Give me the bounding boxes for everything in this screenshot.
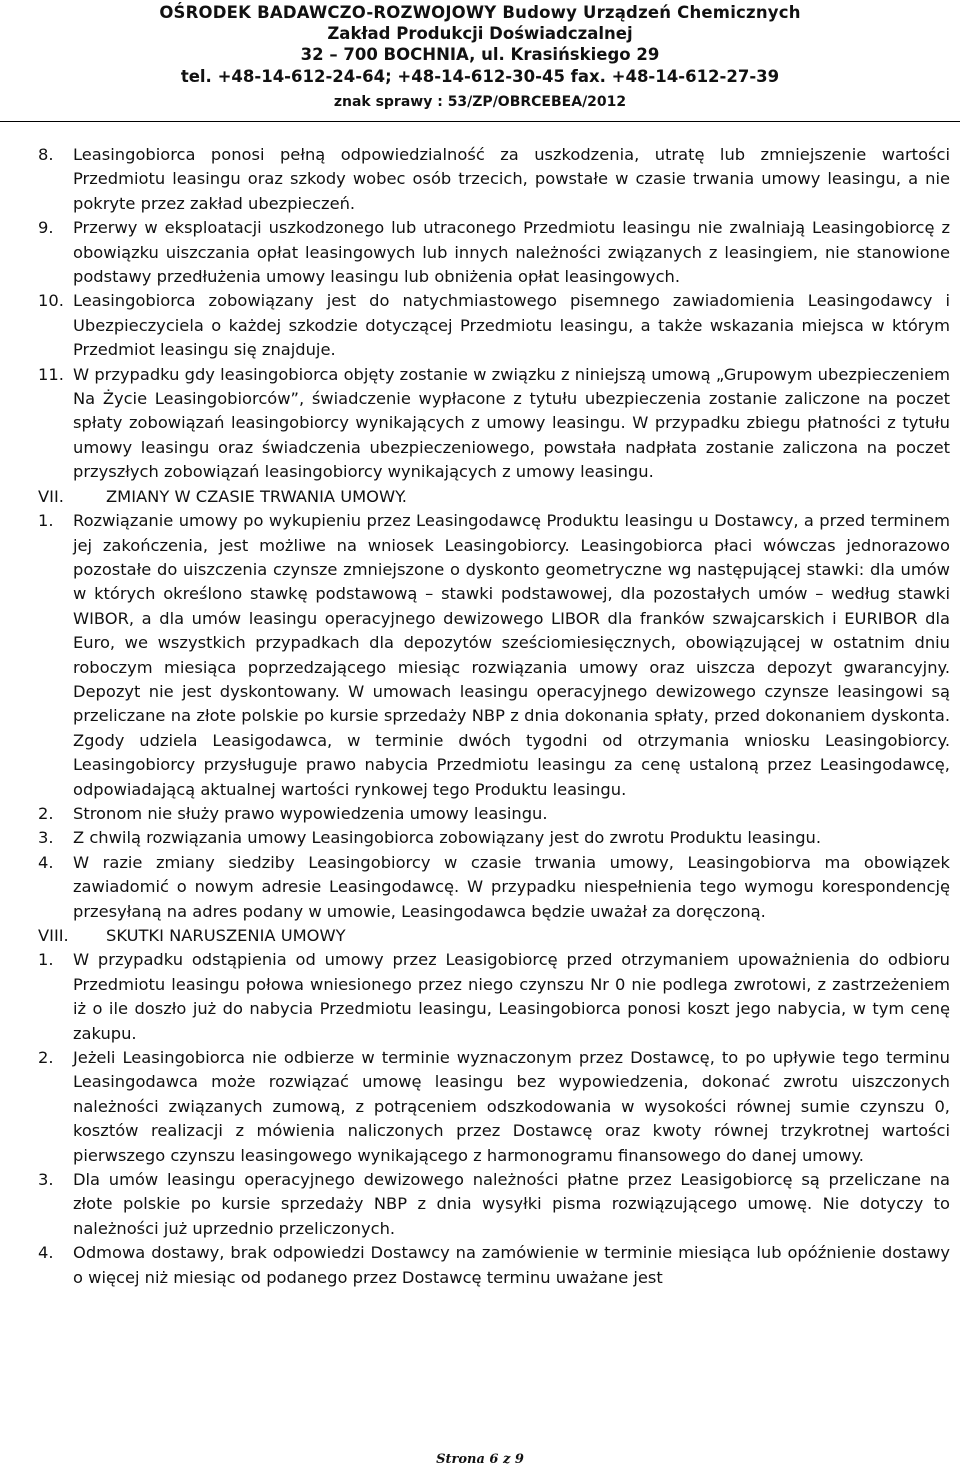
item-number: 9. <box>38 218 54 238</box>
item-number: 1. <box>38 950 54 970</box>
header-divider <box>0 121 960 122</box>
list-item <box>38 1046 950 1168</box>
list-item <box>38 1168 950 1241</box>
section-title: SKUTKI NARUSZENIA UMOWY <box>106 926 346 945</box>
list-item <box>38 948 950 1046</box>
header-case-number: znak sprawy : 53/ZP/OBRCEBEA/2012 <box>333 94 627 110</box>
section-title: ZMIANY W CZASIE TRWANIA UMOWY. <box>106 486 407 506</box>
list-item <box>38 363 950 485</box>
list-item <box>38 509 950 802</box>
item-number: 4. <box>38 852 54 872</box>
item-text: Rozwiązanie umowy po wykupieniu przez Leasingodawcę Produktu leasingu u Dostawcy, a przed terminem jej zakończenia, jest możliwe na wniosek Leasingobiorcy. Leasingobiorca płaci wówczas jednorazowo pozostałe do uiszczenia czynsze zmniejszone o dyskonto geometryczne wg następującej stawki: dla umów w których określono stawkę podstawową – stawki podstawowej, dla pozostałych umów – według stawki WIBOR, a dla umów leasingu operacyjnego dewizowego LIBOR dla franków szwajcarskich i EURIBOR dla Euro, we wszystkich przypadkach dla depozytów sześciomiesięcznych, obowiązującej w ostatnim dniu roboczym miesiąca poprzedzającego miesiąc rozwiązania umowy oraz uiszcza depozyt gwarancyjny. Depozyt nie jest dyskontowany. W umowach leasingu operacyjnego dewizowego czynsze leasingowi są przeliczane na złote polskie po kursie sprzedaży NBP z dnia dokonania spłaty, przed dokonaniem dyskonta. Zgody udziela Leasigodawca, w terminie dwóch tygodni od otrzymania wniosku Leasingobiorcy. Leasingobiorcy przysługuje prawo nabycia Przedmiotu leasingu za cenę ustaloną przez Leasingodawcę, odpowiadającą aktualnej wartości rynkowej tego Produktu leasingu. <box>73 511 950 799</box>
document-body <box>38 143 950 1290</box>
item-text: W przypadku odstąpienia od umowy przez Leasigobiorcę przed otrzymaniem upoważnienia do odbioru Przedmiotu leasingu połowa wniesionego przez niego czynszu Nr 0 nie podlega zwrotowi, z zastrzeżeniem iż o ile doszło już do nabycia Przedmiotu leasingu, Leasingobiorca ponosi koszt jego nabycia, w tym cenę zakupu. <box>73 950 950 1043</box>
item-number: 2. <box>38 1048 54 1068</box>
header-department: Zakład Produkcji Doświadczalnej <box>327 24 633 43</box>
item-number: 3. <box>38 1170 54 1190</box>
header-address: 32 – 700 BOCHNIA, ul. Krasińskiego 29 <box>300 45 660 64</box>
item-number: 11. <box>38 364 64 384</box>
item-number: 8. <box>38 145 54 164</box>
item-text: Jeżeli Leasingobiorca nie odbierze w terminie wyznaczonym przez Dostawcę, to po upływie tego terminu Leasingodawca może rozwiązać umowę leasingu bez wypowiedzenia, dokonać zwrotu uiszczonych należności związanych zumową, z potrąceniem odszkodowania w wysokości równej sumie czynszu 0, kosztów realizacji z mówienia naliczonych przez Dostawcę oraz kwoty równej trzykrotnej wartości pierwszego czynszu leasingowego wynikającego z harmonogramu finansowego do danej umowy. <box>73 1048 950 1165</box>
list-item <box>38 143 950 216</box>
section-heading-viii <box>38 924 950 948</box>
item-text: Leasingobiorca zobowiązany jest do natychmiastowego pisemnego zawiadomienia Leasingodawcy i Ubezpieczyciela o każdej szkodzie dotyczącej Przedmiotu leasingu, a także wskazania miejsca w którym Przedmiot leasingu się znajduje. <box>73 291 950 360</box>
list-item <box>38 289 950 362</box>
item-text: Dla umów leasingu operacyjnego dewizowego należności płatne przez Leasigobiorcę są przeliczane na złote polskie po kursie sprzedaży NBP z dnia wysyłki pisma rozwiązującego umowę. Nie dotyczy to należności już uprzednio przeliczonych. <box>73 1170 950 1238</box>
item-text: W przypadku gdy leasingobiorca objęty zostanie w związku z niniejszą umową „Grupowym ubezpieczeniem Na Życie Leasingobiorców”, świadczenie wypłacone z tytułu ubezpieczenia zostanie zaliczone na poczet spłaty zobowiązań leasingobiorcy wynikających z umowy leasingu. W przypadku zbiegu płatności z tytułu umowy leasingu oraz świadczenia ubezpieczeniowego, powstała nadpłata zostanie zaliczona na poczet przyszłych zobowiązań leasingobiorcy wynikających z umowy leasingu. <box>73 364 950 482</box>
item-number: 10. <box>38 291 64 311</box>
list-item <box>38 216 950 289</box>
item-text: W razie zmiany siedziby Leasingobiorcy w czasie trwania umowy, Leasingobiorva ma obowiązek zawiadomić o nowym adresie Leasingodawcę. W przypadku niespełnienia tego wymogu korespondencję przesyłaną na adres podany w umowie, Leasingodawca będzie uważał za doręczoną. <box>73 852 950 921</box>
list-item <box>38 802 950 826</box>
item-text: Leasingobiorca ponosi pełną odpowiedzialność za uszkodzenia, utratę lub zmniejszenie wartości Przedmiotu leasingu oraz szkody wobec osób trzecich, powstałe w czasie trwania umowy leasingu, a nie pokryte przez zakład ubezpieczeń. <box>73 145 950 213</box>
list-item <box>38 826 950 850</box>
page-number: Strona 6 z 9 <box>436 1452 524 1467</box>
item-text: Stronom nie służy prawo wypowiedzenia umowy leasingu. <box>73 803 548 823</box>
section-number: VIII. <box>38 926 69 945</box>
list-item <box>38 1241 950 1290</box>
header-institution: OŚRODEK BADAWCZO-ROZWOJOWY Budowy Urządzeń Chemicznych <box>159 3 801 22</box>
item-number: 3. <box>38 828 54 848</box>
section-number: VII. <box>38 486 64 506</box>
item-text: Odmowa dostawy, brak odpowiedzi Dostawcy na zamówienie w terminie miesiąca lub opóźnienie dostawy o więcej niż miesiąc od podanego przez Dostawcę terminu uważane jest <box>73 1243 950 1287</box>
item-text: Przerwy w eksploatacji uszkodzonego lub utraconego Przedmiotu leasingu nie zwalniają Leasingobiorcę z obowiązku uiszczania opłat leasingowych lub innych należności związanych z leasingiem, nie stanowione podstawy przedłużenia umowy leasingu lub obniżenia opłat leasingowych. <box>73 218 950 287</box>
item-number: 1. <box>38 511 54 531</box>
header-phone-fax: tel. +48-14-612-24-64; +48-14-612-30-45 fax. +48-14-612-27-39 <box>180 67 780 86</box>
item-text: Z chwilą rozwiązania umowy Leasingobiorca zobowiązany jest do zwrotu Produktu leasingu. <box>73 828 822 848</box>
item-number: 2. <box>38 803 54 823</box>
letterhead <box>0 0 960 122</box>
list-item <box>38 851 950 924</box>
section-heading-vii <box>38 485 950 509</box>
item-number: 4. <box>38 1243 54 1263</box>
